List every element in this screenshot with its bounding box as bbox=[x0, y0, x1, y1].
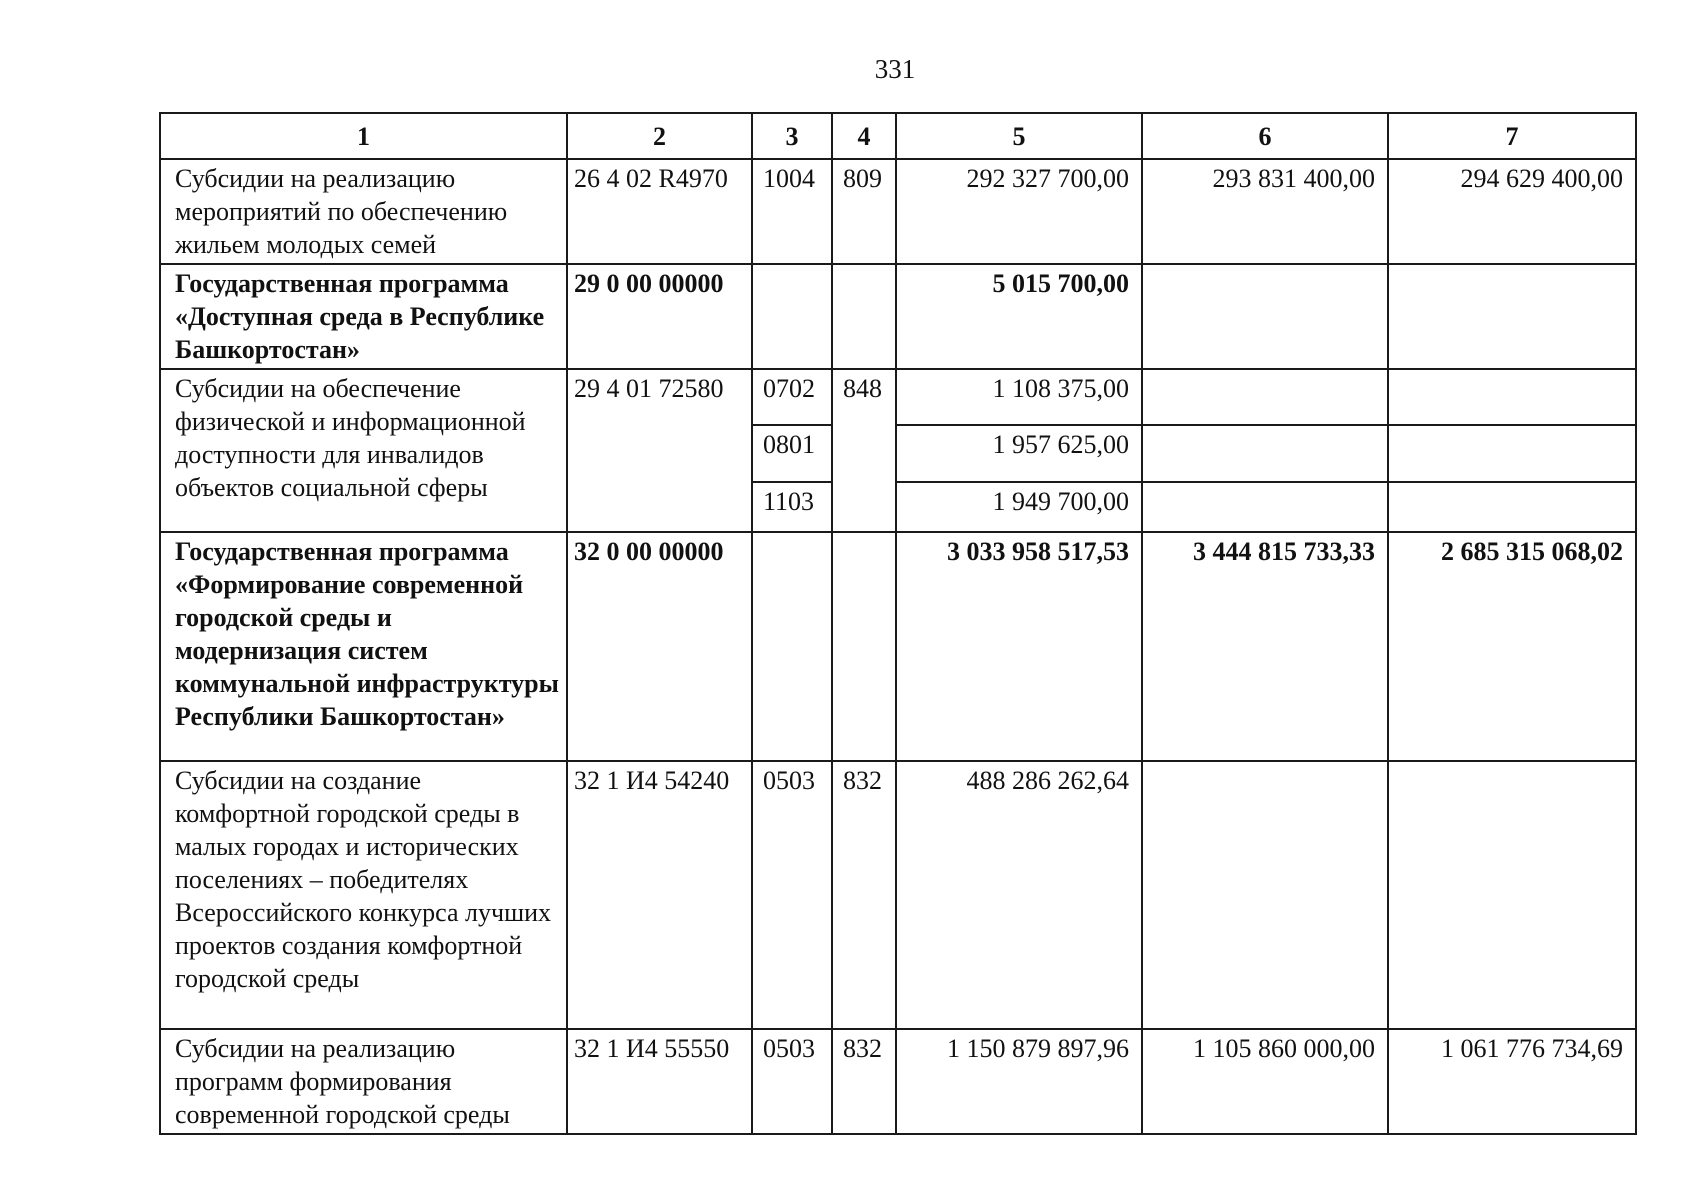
section-cell: 0503 bbox=[752, 761, 832, 1029]
row-name-cell: Субсидии на создание комфортной городской среды в малых городах и исторических поселениях – победителях Всероссийского конкурса лучших проектов создания комфортной городской среды bbox=[160, 761, 567, 1029]
amount-col7-cell bbox=[1388, 761, 1636, 1029]
amount-col6-cell: 1 105 860 000,00 bbox=[1142, 1029, 1388, 1134]
header-row bbox=[160, 113, 1636, 159]
amount-col5-cell: 292 327 700,00 bbox=[896, 159, 1142, 264]
grbs-cell: 848 bbox=[832, 369, 896, 532]
amount-col7-cell bbox=[1388, 482, 1636, 532]
column-header: 6 bbox=[1142, 113, 1388, 159]
target-code-cell: 32 1 И4 55550 bbox=[567, 1029, 752, 1134]
row-name-cell: Субсидии на реализацию программ формирования современной городской среды bbox=[160, 1029, 567, 1134]
amount-col6-cell bbox=[1142, 761, 1388, 1029]
section-cell: 1103 bbox=[752, 482, 832, 532]
amount-col6-cell bbox=[1142, 425, 1388, 482]
grbs-cell bbox=[832, 264, 896, 369]
amount-col7-cell bbox=[1388, 369, 1636, 425]
amount-col7-cell bbox=[1388, 425, 1636, 482]
column-header: 1 bbox=[160, 113, 567, 159]
table-row bbox=[160, 369, 1636, 425]
target-code-cell: 32 0 00 00000 bbox=[567, 532, 752, 761]
amount-col5-cell: 5 015 700,00 bbox=[896, 264, 1142, 369]
amount-col5-cell: 1 949 700,00 bbox=[896, 482, 1142, 532]
amount-col5-cell: 1 108 375,00 bbox=[896, 369, 1142, 425]
amount-col5-cell: 1 957 625,00 bbox=[896, 425, 1142, 482]
amount-col6-cell bbox=[1142, 482, 1388, 532]
grbs-cell: 832 bbox=[832, 1029, 896, 1134]
section-cell: 1004 bbox=[752, 159, 832, 264]
amount-col5-cell: 488 286 262,64 bbox=[896, 761, 1142, 1029]
target-code-cell: 26 4 02 R4970 bbox=[567, 159, 752, 264]
section-cell: 0801 bbox=[752, 425, 832, 482]
budget-table bbox=[159, 112, 1637, 1135]
section-cell: 0702 bbox=[752, 369, 832, 425]
amount-col6-cell bbox=[1142, 369, 1388, 425]
column-header: 4 bbox=[832, 113, 896, 159]
page-number: 331 bbox=[874, 54, 916, 84]
amount-col7-cell: 294 629 400,00 bbox=[1388, 159, 1636, 264]
column-header: 5 bbox=[896, 113, 1142, 159]
amount-col6-cell: 293 831 400,00 bbox=[1142, 159, 1388, 264]
table-row bbox=[160, 264, 1636, 369]
row-name-cell: Субсидии на обеспечение физической и информационной доступности для инвалидов объектов социальной сферы bbox=[160, 369, 567, 532]
column-header: 7 bbox=[1388, 113, 1636, 159]
amount-col5-cell: 1 150 879 897,96 bbox=[896, 1029, 1142, 1134]
table-row bbox=[160, 532, 1636, 761]
amount-col7-cell: 1 061 776 734,69 bbox=[1388, 1029, 1636, 1134]
amount-col7-cell bbox=[1388, 264, 1636, 369]
target-code-cell: 29 4 01 72580 bbox=[567, 369, 752, 532]
row-name-cell: Субсидии на реализацию мероприятий по обеспечению жильем молодых семей bbox=[160, 159, 567, 264]
grbs-cell bbox=[832, 532, 896, 761]
section-cell: 0503 bbox=[752, 1029, 832, 1134]
target-code-cell: 29 0 00 00000 bbox=[567, 264, 752, 369]
section-cell bbox=[752, 532, 832, 761]
section-cell bbox=[752, 264, 832, 369]
row-name-cell: Государственная программа «Доступная среда в Республике Башкортостан» bbox=[160, 264, 567, 369]
amount-col6-cell bbox=[1142, 264, 1388, 369]
amount-col5-cell: 3 033 958 517,53 bbox=[896, 532, 1142, 761]
column-header: 3 bbox=[752, 113, 832, 159]
table-row bbox=[160, 1029, 1636, 1134]
grbs-cell: 832 bbox=[832, 761, 896, 1029]
amount-col6-cell: 3 444 815 733,33 bbox=[1142, 532, 1388, 761]
grbs-cell: 809 bbox=[832, 159, 896, 264]
column-header: 2 bbox=[567, 113, 752, 159]
table-row bbox=[160, 159, 1636, 264]
target-code-cell: 32 1 И4 54240 bbox=[567, 761, 752, 1029]
row-name-cell: Государственная программа «Формирование современной городской среды и модернизация систем коммунальной инфраструктуры Республики Башкортостан» bbox=[160, 532, 567, 761]
amount-col7-cell: 2 685 315 068,02 bbox=[1388, 532, 1636, 761]
table-row bbox=[160, 761, 1636, 1029]
